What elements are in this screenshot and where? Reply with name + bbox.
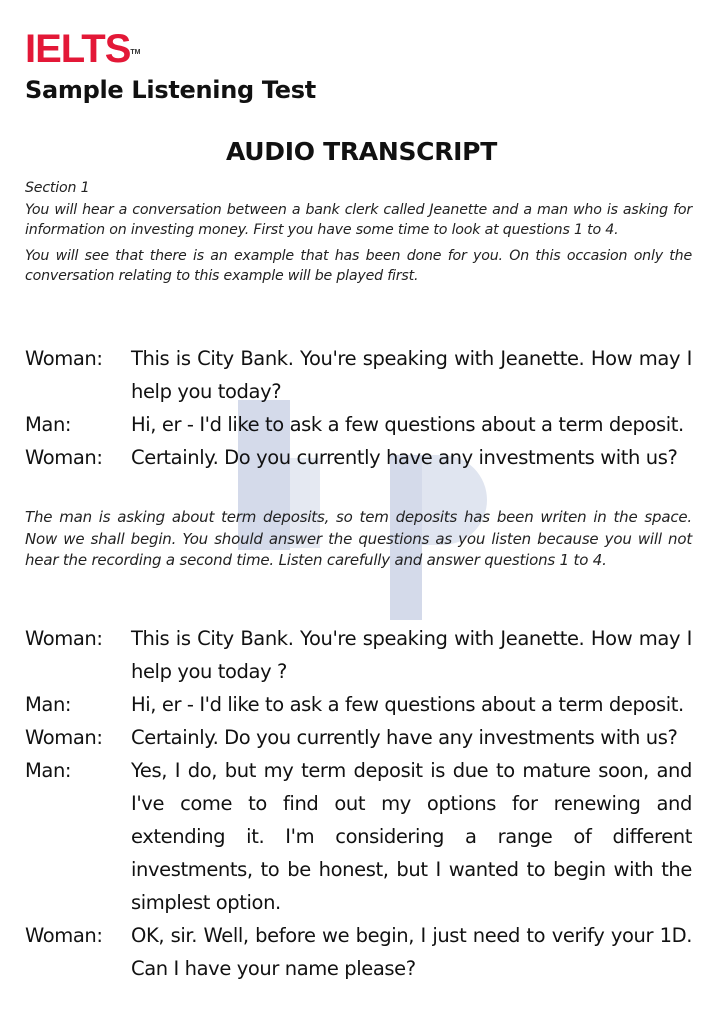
page-title: AUDIO TRANSCRIPT [226,137,497,166]
intro-paragraph: You will hear a conversation between a bank clerk called Jeanette and a man who is asking for information on investing money. First you have some time to look at questions 1 to 4. [25,202,692,238]
dialogue-line [25,408,692,441]
speaker: Woman: [25,446,103,469]
utterance: This is City Bank. You're speaking with Jeanette. How may I help you today ? [131,627,692,683]
intro-paragraph: You will see that there is an example that has been done for you. On this occasion only the conversation relating to this example will be played first. [25,248,692,284]
dialogue-line [25,441,692,474]
section-label: Section 1 [25,180,90,196]
utterance: Certainly. Do you currently have any investments with us? [131,726,678,749]
speaker: Woman: [25,726,103,749]
utterance: Yes, I do, but my term deposit is due to mature soon, and I've come to find out my options for renewing and extending it. I'm considering a range of different investments, to be honest, but I wanted to begin with the simplest option. [131,759,692,914]
utterance: OK, sir. Well, before we begin, I just need to verify your 1D. Can I have your name please? [131,924,692,980]
speaker: Man: [25,693,72,716]
speaker: Woman: [25,347,103,370]
dialogue-line [25,721,692,754]
ielts-logo [25,29,140,69]
utterance: Certainly. Do you currently have any investments with us? [131,446,678,469]
main-dialogue [25,622,692,985]
dialogue-line [25,342,692,408]
dialogue-line [25,754,692,919]
intro-block [25,178,692,292]
speaker: Man: [25,759,72,782]
example-dialogue [25,342,692,474]
document-subtitle: Sample Listening Test [25,76,316,104]
utterance: Hi, er - I'd like to ask a few questions about a term deposit. [131,693,684,716]
logo-text: IELTS [25,27,131,71]
speaker: Woman: [25,924,103,947]
trademark: TM [130,49,141,56]
dialogue-line [25,622,692,688]
speaker: Man: [25,413,72,436]
utterance: This is City Bank. You're speaking with Jeanette. How may I help you today? [131,347,692,403]
utterance: Hi, er - I'd like to ask a few questions about a term deposit. [131,413,684,436]
dialogue-line [25,688,692,721]
dialogue-line [25,919,692,985]
speaker: Woman: [25,627,103,650]
instruction-paragraph: The man is asking about term deposits, so tem deposits has been writen in the space. Now we shall begin. You should answer the questions as you listen because you will not hear the recording a second time. Listen carefully and answer questions 1 to 4. [25,508,692,569]
